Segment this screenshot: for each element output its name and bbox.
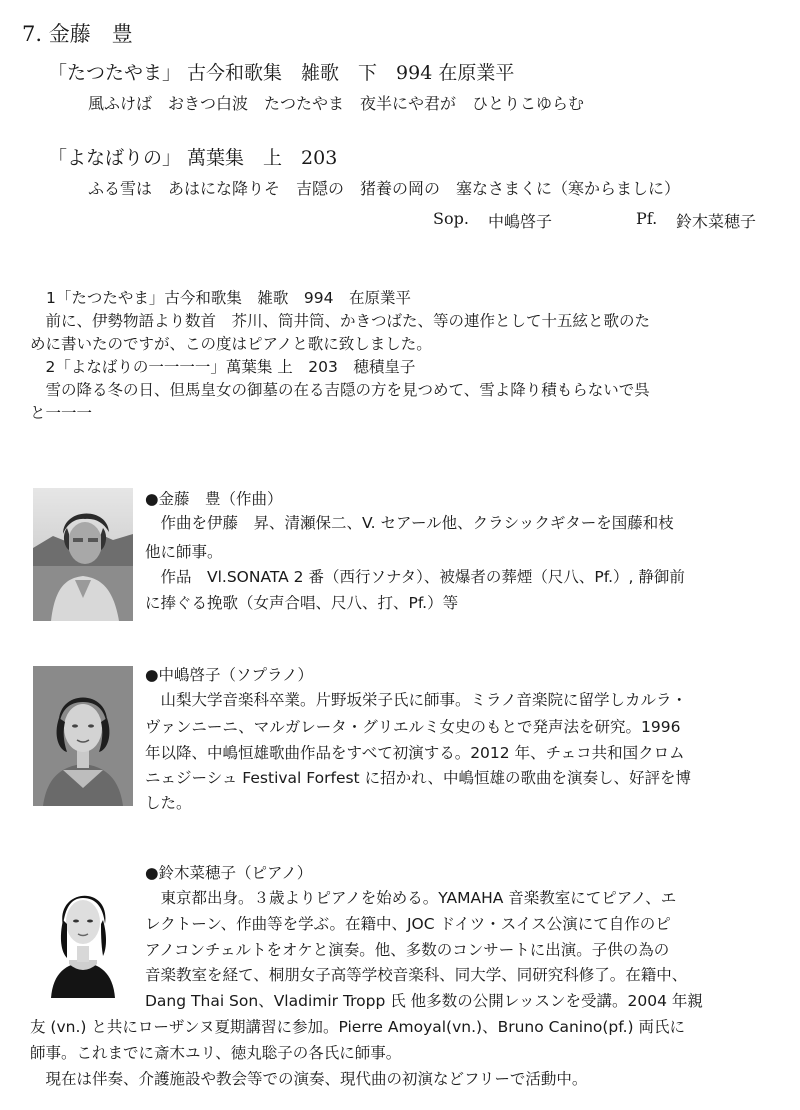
bio-soprano-line-3: 年以降、中嶋恒雄歌曲作品をすべて初演する。2012 年、チェコ共和国クロム: [145, 744, 685, 762]
soprano-photo: [33, 666, 133, 806]
bio-composer-line-1: 作曲を伊藤 昇、清瀬保二、V. セアール他、クラシックギターを国藤和枝: [145, 514, 674, 532]
pf-label: Pf.: [636, 209, 658, 228]
bio-pianist-line-1: 東京都出身。３歳よりピアノを始める。YAMAHA 音楽教室にてピアノ、エ: [145, 889, 677, 907]
notes-line-2: 前に、伊勢物語より数首 芥川、筒井筒、かきつばた、等の連作として十五絃と歌のた: [30, 312, 651, 330]
sop-name: 中嶋啓子: [488, 212, 553, 231]
bio-pianist-line-5: Dang Thai Son、Vladimir Tropp 氏 他多数の公開レッスンを受講。2004 年親: [145, 992, 703, 1010]
notes-line-3: めに書いたのですが、この度はピアノと歌に致しました。: [30, 335, 432, 353]
bio-composer-line-2: 他に師事。: [145, 543, 223, 561]
pf-name: 鈴木菜穂子: [676, 212, 757, 231]
bio-composer-line-4: に捧ぐる挽歌（女声合唱、尺八、打、Pf.）等: [145, 594, 459, 612]
notes-line-6: と一一一: [30, 404, 93, 422]
bio-soprano-name: ●中嶋啓子（ソプラノ）: [145, 666, 314, 684]
sop-label: Sop.: [433, 209, 469, 228]
bio-pianist-line-4: 音楽教室を経て、桐朋女子高等学校音楽科、同大学、同研究科修了。在籍中、: [145, 966, 688, 984]
bio-composer-name: ●金藤 豊（作曲）: [145, 490, 283, 508]
song2-title: 「よなばりの」 萬葉集 上 203: [48, 147, 338, 169]
pianist-photo: [33, 864, 133, 998]
song2-lyrics: ふる雪は あはにな降りそ 吉隠の 猪養の岡の 塞なさまくに（寒からましに）: [88, 179, 681, 198]
program-heading: 7. 金藤 豊: [22, 22, 133, 46]
notes-line-4: 2「よなばりの一一一一」萬葉集 上 203 穂積皇子: [30, 358, 416, 376]
bio-pianist-line-7: 師事。これまでに斎木ユリ、徳丸聡子の各氏に師事。: [30, 1044, 402, 1062]
bio-composer-line-3: 作品 Vl.SONATA 2 番（西行ソナタ）、被爆者の葬煙（尺八、Pf.）, 静御前: [145, 568, 685, 586]
notes-line-5: 雪の降る冬の日、但馬皇女の御墓の在る吉隠の方を見つめて、雪よ降り積もらないで呉: [30, 381, 650, 399]
song1-lyrics: 風ふけば おきつ白波 たつたやま 夜半にや君が ひとりこゆらむ: [88, 94, 585, 113]
notes-line-1: 1「たつたやま」古今和歌集 雑歌 994 在原業平: [46, 289, 411, 307]
bio-soprano-line-2: ヴァンニーニ、マルガレータ・グリエルミ女史のもとで発声法を研究。1996: [145, 718, 681, 736]
bio-soprano-line-1: 山梨大学音楽科卒業。片野坂栄子氏に師事。ミラノ音楽院に留学しカルラ・: [145, 691, 688, 709]
bio-soprano-line-4: ニェジーシュ Festival Forfest に招かれ、中嶋恒雄の歌曲を演奏し、好評を博: [145, 769, 691, 787]
bio-pianist-line-6: 友 (vn.) と共にローザンヌ夏期講習に参加。Pierre Amoyal(vn.)、Bruno Canino(pf.) 両氏に: [30, 1018, 686, 1036]
bio-pianist-line-8: 現在は伴奏、介護施設や教会等での演奏、現代曲の初演などフリーで活動中。: [30, 1070, 588, 1088]
composer-photo: [33, 488, 133, 621]
song1-title: 「たつたやま」 古今和歌集 雑歌 下 994 在原業平: [48, 62, 515, 84]
bio-pianist-line-3: アノコンチェルトをオケと演奏。他、多数のコンサートに出演。子供の為の: [145, 941, 670, 959]
bio-soprano-line-5: した。: [145, 794, 192, 812]
bio-pianist-name: ●鈴木菜穂子（ピアノ）: [145, 864, 313, 882]
bio-pianist-line-2: レクトーン、作曲等を学ぶ。在籍中、JOC ドイツ・スイス公演にて自作のピ: [145, 915, 671, 933]
